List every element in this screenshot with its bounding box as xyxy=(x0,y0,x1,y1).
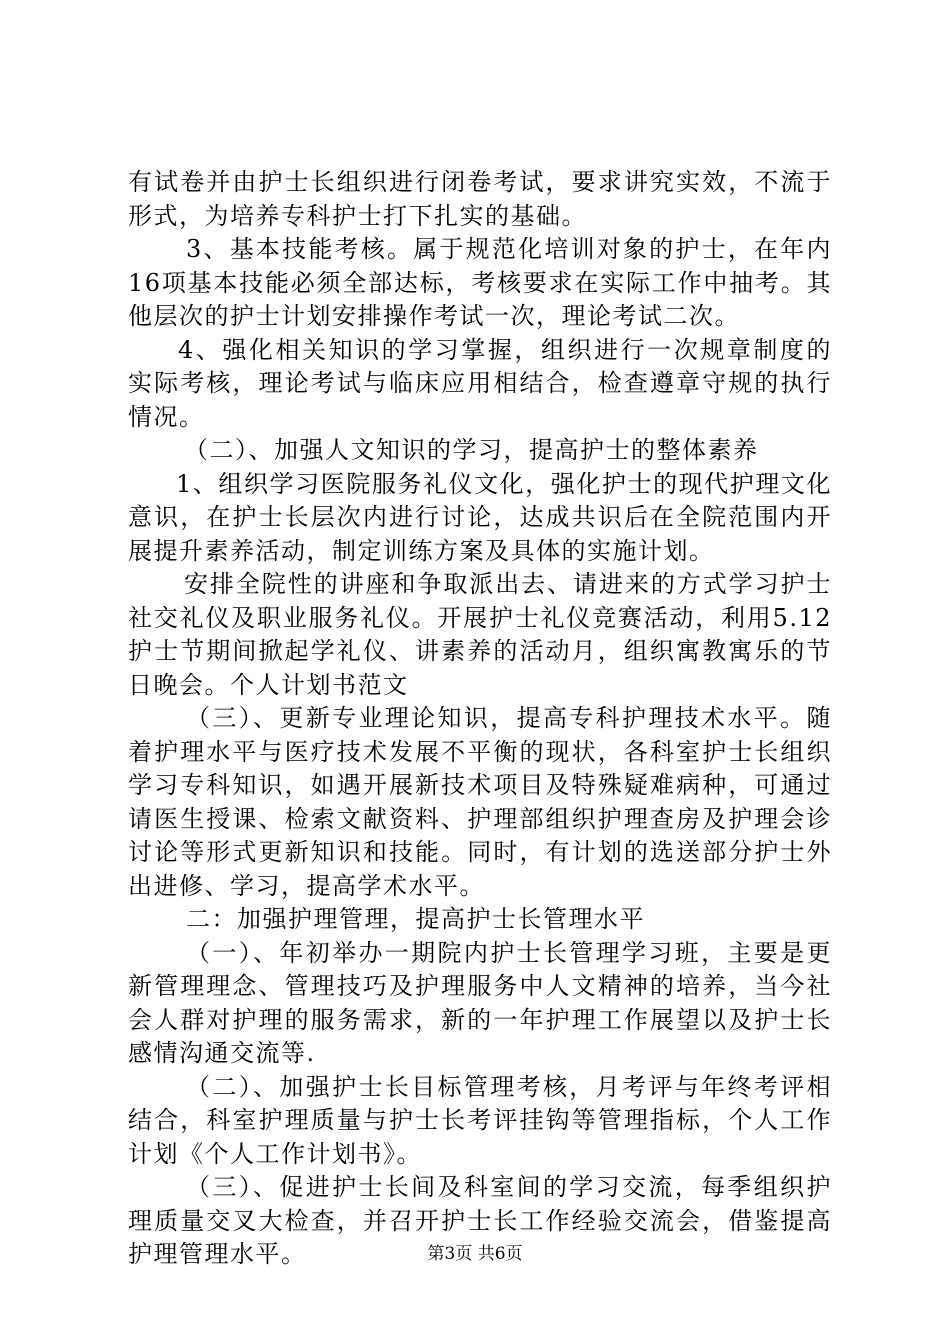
body-paragraph: 1、组织学习医院服务礼仪文化，强化护士的现代护理文化意识，在护士长层次内进行讨论，达成共识后在全院范围内开展提升素养活动，制定训练方案及具体的实施计划。 xyxy=(128,469,832,565)
body-paragraph: 3、基本技能考核。属于规范化培训对象的护士，在年内16项基本技能必须全部达标，考核要求在实际工作中抽考。其他层次的护士计划安排操作考试一次，理论考试二次。 xyxy=(128,235,832,330)
body-paragraph: （一）、年初举办一期院内护士长管理学习班，主要是更新管理理念、管理技巧及护理服务中人文精神的培养，当今社会人群对护理的服务需求，新的一年护理工作展望以及护士长感情沟通交流等. xyxy=(128,938,832,1067)
body-paragraph: （二）、加强人文知识的学习，提高护士的整体素养 xyxy=(184,436,759,464)
body-paragraph: 二：加强护理管理，提高护士长管理水平 xyxy=(186,905,645,933)
body-paragraph: 安排全院性的讲座和争取派出去、请进来的方式学习护士社交礼仪及职业服务礼仪。开展护士礼仪竞赛活动，利用5.12护士节期间掀起学礼仪、讲素养的活动月，组织寓教寓乐的节日晚会。个人计划书范文 xyxy=(128,570,832,699)
page-footer: 第3页 共6页 xyxy=(427,1244,523,1264)
body-paragraph: （二）、加强护士长目标管理考核，月考评与年终考评相结合，科室护理质量与护士长考评挂钩等管理指标，个人工作计划《个人工作计划书》。 xyxy=(128,1072,832,1168)
body-paragraph: 有试卷并由护士长组织进行闭卷考试，要求讲究实效，不流于形式，为培养专科护士打下扎实的基础。 xyxy=(128,168,832,230)
body-paragraph: 4、强化相关知识的学习掌握，组织进行一次规章制度的实际考核，理论考试与临床应用相结合，检查遵章守规的执行情况。 xyxy=(128,335,832,431)
body-paragraph: （三）、更新专业理论知识，提高专科护理技术水平。随着护理水平与医疗技术发展不平衡的现状，各科室护士长组织学习专科知识，如遇开展新技术项目及特殊疑难病种，可通过请医生授课、检索文献资料、护理部组织护理查房及护理会诊讨论等形式更新知识和技能。同时，有计划的选送部分护士外出进修、学习，提高学术水平。 xyxy=(128,704,832,900)
document-body xyxy=(128,166,832,1272)
body-paragraph: （三）、促进护士长间及科室间的学习交流，每季组织护理质量交叉大检查，并召开护士长工作经验交流会，借鉴提高护理管理水平。 xyxy=(128,1173,832,1268)
